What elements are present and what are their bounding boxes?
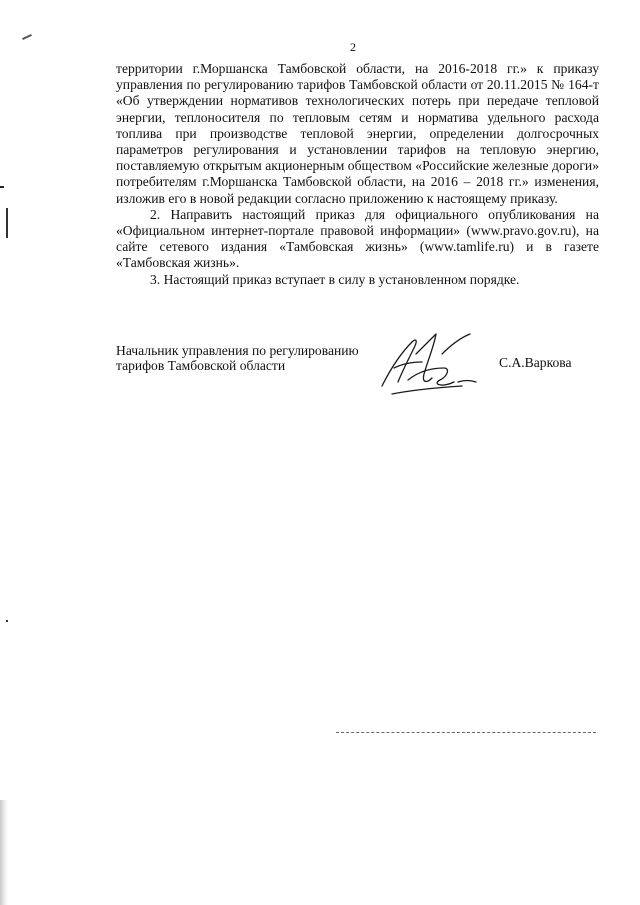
page-number: 2 [350,40,356,54]
handwritten-signature [372,324,487,398]
paragraph-1-continuation: территории г.Моршанска Тамбовской области, на 2016-2018 гг.» к приказу управления по регулированию тарифов Тамбовской области от 20.11.2015 № 164-т «Об утверждении нормативов технологических потерь при передаче тепловой энергии, теплоносителя по тепловым сетям и норматива удельного расхода топлива при производстве тепловой энергии, определении долгосрочных параметров регулирования и установлении тарифов на тепловую энергию, поставляемую открытым акционерным обществом «Российские железные дороги» потребителям г.Моршанска Тамбовской области, на 2016 – 2018 гг.» изменения, изложив его в новой редакции согласно приложению к настоящему приказу. [116,61,599,206]
document-body [116,61,599,288]
paragraph-3-effective: 3. Настоящий приказ вступает в силу в установленном порядке. [150,271,520,287]
scan-dash-line [336,732,596,735]
scan-mark [6,208,8,238]
scan-mark [0,186,4,188]
scan-edge [0,800,8,905]
signer-position-line-2: тарифов Тамбовской области [116,358,286,373]
paragraph-2-publication: 2. Направить настоящий приказ для официального опубликования на «Официальном интернет-портале правовой информации» (www.pravo.gov.ru), на сайте сетевого издания «Тамбовская жизнь» (www.tamlife.ru) и в газете «Тамбовская жизнь». [116,206,599,271]
signer-position-line-1: Начальник управления по регулированию [116,343,359,358]
scan-mark [6,620,8,622]
signer-name: С.А.Варкова [499,355,572,370]
signer-position [116,343,359,373]
scan-mark [22,34,32,40]
